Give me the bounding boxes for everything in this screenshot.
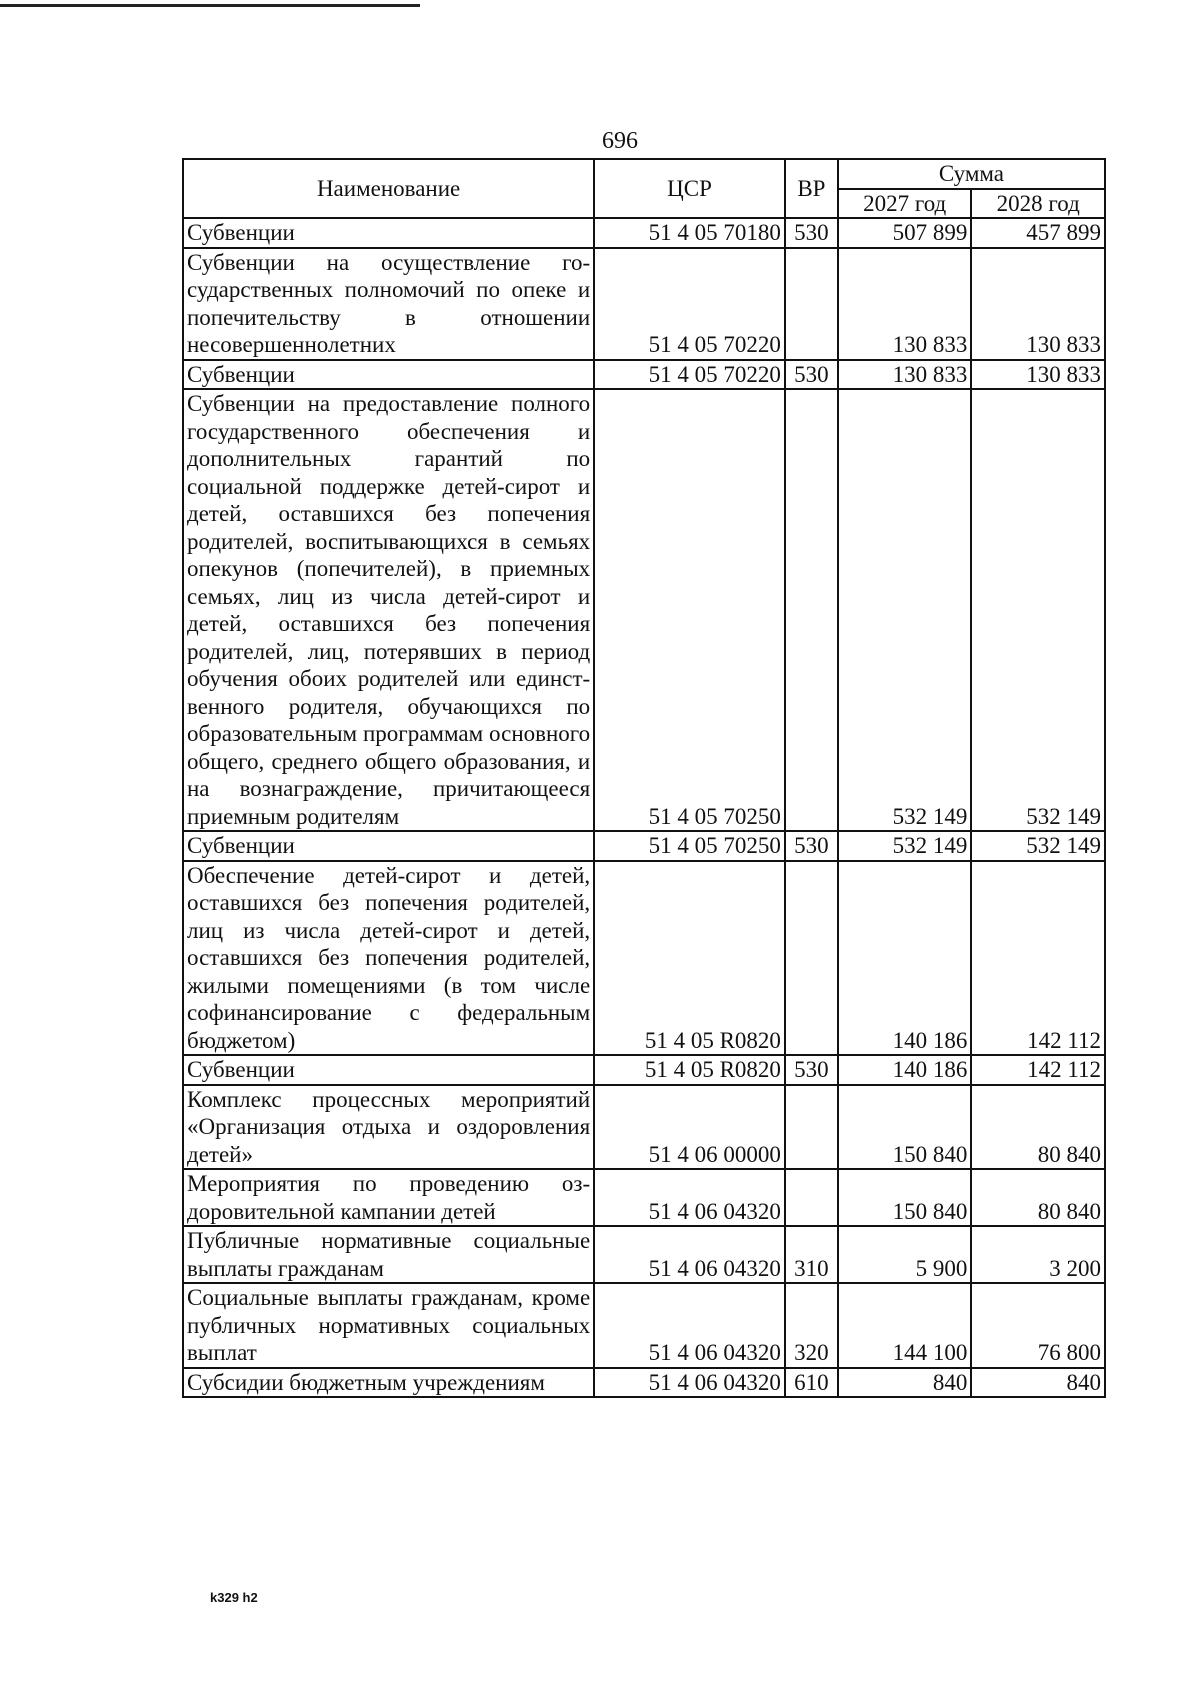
row-2027-cell: 140 186 [838,1055,972,1085]
row-vr-cell [785,1169,838,1226]
col-header-2028: 2028 год [971,189,1105,219]
row-name-cell: Субвенции на осуществление государственных полномочий по опеке и попечительству в отношении несовершеннолетних [183,248,594,360]
row-2028-cell: 80 840 [971,1085,1105,1170]
row-name-cell: Субсидии бюджетным учреждениям [183,1368,594,1398]
row-vr-cell [785,861,838,1056]
table-row [183,1055,1105,1085]
col-header-vr: ВР [785,159,838,218]
row-vr-cell: 310 [785,1226,838,1283]
row-name-cell: Субвенции [183,218,594,248]
col-header-sum: Сумма [838,159,1105,189]
row-2028-cell: 532 149 [971,389,1105,831]
row-2028-cell: 130 833 [971,360,1105,390]
row-2027-cell: 130 833 [838,360,972,390]
table-row [183,218,1105,248]
row-2027-cell: 150 840 [838,1169,972,1226]
row-vr-cell: 320 [785,1283,838,1368]
table-row [183,360,1105,390]
row-csr-cell: 51 4 05 R0820 [594,861,785,1056]
row-name-cell: Социальные выплаты гражданам, кроме публичных нормативных социальных выплат [183,1283,594,1368]
row-csr-cell: 51 4 05 70180 [594,218,785,248]
row-2027-cell: 840 [838,1368,972,1398]
row-csr-cell: 51 4 06 00000 [594,1085,785,1170]
row-2028-cell: 142 112 [971,861,1105,1056]
row-vr-cell [785,248,838,360]
row-vr-cell: 530 [785,360,838,390]
row-csr-cell: 51 4 05 70220 [594,248,785,360]
row-csr-cell: 51 4 06 04320 [594,1283,785,1368]
row-name-cell: Субвенции [183,1055,594,1085]
table-row [183,1226,1105,1283]
row-csr-cell: 51 4 06 04320 [594,1169,785,1226]
row-csr-cell: 51 4 05 70250 [594,831,785,861]
row-2027-cell: 140 186 [838,861,972,1056]
row-2027-cell: 130 833 [838,248,972,360]
row-2028-cell: 142 112 [971,1055,1105,1085]
row-vr-cell: 610 [785,1368,838,1398]
row-2027-cell: 144 100 [838,1283,972,1368]
row-2028-cell: 130 833 [971,248,1105,360]
footer-code: k329 h2 [210,1590,258,1605]
table-row [183,831,1105,861]
col-header-csr: ЦСР [594,159,785,218]
row-csr-cell: 51 4 05 R0820 [594,1055,785,1085]
row-2027-cell: 532 149 [838,389,972,831]
row-2027-cell: 532 149 [838,831,972,861]
row-vr-cell [785,1085,838,1170]
table-row [183,248,1105,360]
row-name-cell: Субвенции [183,360,594,390]
row-2027-cell: 5 900 [838,1226,972,1283]
row-2027-cell: 507 899 [838,218,972,248]
budget-table [182,158,1106,1398]
row-2028-cell: 80 840 [971,1169,1105,1226]
table-row [183,389,1105,831]
row-csr-cell: 51 4 06 04320 [594,1368,785,1398]
col-header-name: Наименование [183,159,594,218]
table-row [183,1085,1105,1170]
row-csr-cell: 51 4 05 70250 [594,389,785,831]
table-row [183,1169,1105,1226]
table-row [183,1283,1105,1368]
row-vr-cell: 530 [785,831,838,861]
row-name-cell: Публичные нормативные социальные выплаты гражданам [183,1226,594,1283]
scan-edge-line [0,4,420,7]
table-header [183,159,1105,218]
table-row [183,861,1105,1056]
row-name-cell: Субвенции на предоставление полного государственного обеспечения и дополнительных гарантий по социальной поддержке детей-сирот и детей, оставшихся без попечения родителей, воспитывающихся в семьях опекунов (попечителей), в приемных семьях, лиц из числа детей-сирот и детей, оставшихся без попечения родителей, лиц, потерявших в период обучения обоих родителей или единственного родителя, обучающихся по образовательным программам основного общего, среднего общего образования, и на вознаграждение, причитающееся приемным родителям [183,389,594,831]
row-vr-cell: 530 [785,218,838,248]
row-csr-cell: 51 4 05 70220 [594,360,785,390]
col-header-2027: 2027 год [838,189,972,219]
table-row [183,1368,1105,1398]
row-name-cell: Мероприятия по проведению оздоровительной кампании детей [183,1169,594,1226]
row-vr-cell: 530 [785,1055,838,1085]
row-vr-cell [785,389,838,831]
page-number: 696 [602,128,638,154]
row-2028-cell: 457 899 [971,218,1105,248]
table-body [183,218,1105,1397]
row-2028-cell: 532 149 [971,831,1105,861]
row-2028-cell: 76 800 [971,1283,1105,1368]
row-2028-cell: 3 200 [971,1226,1105,1283]
row-2028-cell: 840 [971,1368,1105,1398]
row-name-cell: Субвенции [183,831,594,861]
row-2027-cell: 150 840 [838,1085,972,1170]
row-name-cell: Обеспечение детей-сирот и детей, оставшихся без попечения родителей, лиц из числа детей-сирот и детей, оставшихся без попечения родителей, жилыми помещениями (в том числе софинансирование с федеральным бюджетом) [183,861,594,1056]
row-name-cell: Комплекс процессных мероприятий «Организация отдыха и оздоровления детей» [183,1085,594,1170]
row-csr-cell: 51 4 06 04320 [594,1226,785,1283]
